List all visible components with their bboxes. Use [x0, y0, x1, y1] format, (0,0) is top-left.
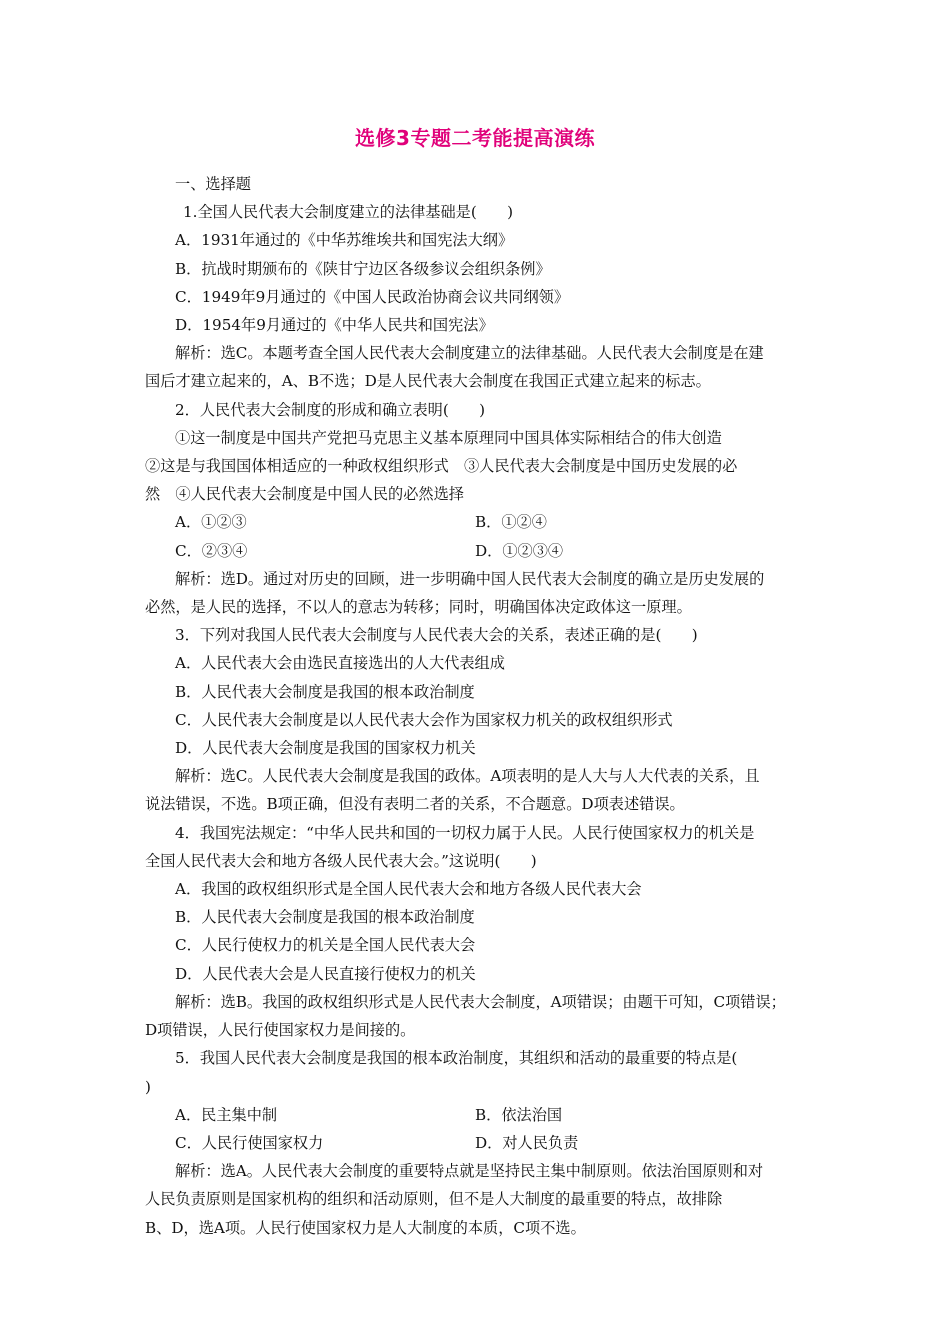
question-4-analysis: 解析：选B。我国的政权组织形式是人民代表大会制度，A项错误；由题干可知，C项错误； — [175, 992, 786, 1011]
question-2-option-b: B．①②④ — [475, 513, 547, 532]
question-4-option-c: C．人民行使权力的机关是全国人民代表大会 — [175, 936, 476, 955]
question-4-stem: 4．我国宪法规定：“中华人民共和国的一切权力属于人民。人民行使国家权力的机关是 — [175, 823, 755, 842]
question-5-option-d: D．对人民负责 — [475, 1133, 579, 1152]
question-2-analysis-cont: 必然，是人民的选择，不以人的意志为转移；同时，明确国体决定政体这一原理。 — [145, 598, 692, 617]
question-3-option-a: A．人民代表大会由选民直接选出的人大代表组成 — [175, 654, 505, 673]
question-1-option-d: D．1954年9月通过的《中华人民共和国宪法》 — [175, 316, 494, 335]
question-3-analysis-cont: 说法错误，不选。B项正确，但没有表明二者的关系，不合题意。D项表述错误。 — [145, 795, 685, 814]
question-5-stem: 5．我国人民代表大会制度是我国的根本政治制度，其组织和活动的最重要的特点是( — [175, 1049, 738, 1068]
question-5-options-row-2 — [145, 1129, 810, 1157]
question-4-option-a: A．我国的政权组织形式是全国人民代表大会和地方各级人民代表大会 — [175, 880, 642, 899]
question-2-item-3: 然 ④人民代表大会制度是中国人民的必然选择 — [145, 485, 464, 504]
question-5-options-row-1 — [145, 1101, 810, 1129]
document-body — [145, 170, 810, 1242]
question-2-item-1: ①这一制度是中国共产党把马克思主义基本原理同中国具体实际相结合的伟大创造 — [175, 428, 722, 447]
question-1-analysis: 解析：选C。本题考查全国人民代表大会制度建立的法律基础。人民代表大会制度是在建 — [175, 344, 764, 363]
question-4-option-b: B．人民代表大会制度是我国的根本政治制度 — [175, 908, 475, 927]
question-2-item-2: ②这是与我国国体相适应的一种政权组织形式 ③人民代表大会制度是中国历史发展的必 — [145, 457, 738, 476]
question-5-option-c: C．人民行使国家权力 — [175, 1133, 324, 1152]
question-4-stem-cont: 全国人民代表大会和地方各级人民代表大会。”这说明( ) — [145, 851, 537, 870]
question-2-stem: 2．人民代表大会制度的形成和确立表明( ) — [175, 400, 486, 419]
section-heading: 一、选择题 — [175, 175, 251, 193]
question-3-stem: 3．下列对我国人民代表大会制度与人民代表大会的关系，表述正确的是( ) — [175, 626, 698, 645]
page-title: 选修3专题二考能提高演练 — [355, 126, 595, 150]
question-5-analysis-cont: 人民负责原则是国家机构的组织和活动原则，但不是人大制度的最重要的特点，故排除 — [145, 1190, 723, 1209]
question-5-stem-cont: ) — [145, 1077, 151, 1096]
question-2-option-a: A．①②③ — [175, 513, 247, 532]
question-1-option-b: B．抗战时期颁布的《陕甘宁边区各级参议会组织条例》 — [175, 259, 551, 278]
question-2-analysis: 解析：选D。通过对历史的回顾，进一步明确中国人民代表大会制度的确立是历史发展的 — [175, 569, 765, 588]
question-3-option-c: C．人民代表大会制度是以人民代表大会作为国家权力机关的政权组织形式 — [175, 710, 673, 729]
question-5-analysis: 解析：选A。人民代表大会制度的重要特点就是坚持民主集中制原则。依法治国原则和对 — [175, 1162, 764, 1181]
question-1-stem: 1.全国人民代表大会制度建立的法律基础是( ) — [183, 203, 514, 222]
question-2-options-row-2 — [145, 537, 810, 565]
question-4-analysis-cont: D项错误，人民行使国家权力是间接的。 — [145, 1021, 416, 1040]
question-3-option-b: B．人民代表大会制度是我国的根本政治制度 — [175, 682, 475, 701]
question-5-option-a: A．民主集中制 — [175, 1105, 278, 1124]
question-5-option-b: B．依法治国 — [475, 1105, 563, 1124]
question-1-option-c: C．1949年9月通过的《中国人民政治协商会议共同纲领》 — [175, 287, 570, 306]
question-2-options-row-1 — [145, 508, 810, 536]
question-5-analysis-cont-2: B、D，选A项。人民行使国家权力是人大制度的本质，C项不选。 — [145, 1218, 586, 1237]
question-4-option-d: D．人民代表大会是人民直接行使权力的机关 — [175, 964, 476, 983]
question-3-option-d: D．人民代表大会制度是我国的国家权力机关 — [175, 739, 476, 758]
question-2-option-d: D．①②③④ — [475, 541, 564, 560]
question-3-analysis: 解析：选C。人民代表大会制度是我国的政体。A项表明的是人大与人大代表的关系，且 — [175, 767, 760, 786]
question-2-option-c: C．②③④ — [175, 541, 248, 560]
question-1-analysis-cont: 国后才建立起来的，A、B不选；D是人民代表大会制度在我国正式建立起来的标志。 — [145, 372, 711, 391]
question-1-option-a: A．1931年通过的《中华苏维埃共和国宪法大纲》 — [175, 231, 514, 250]
